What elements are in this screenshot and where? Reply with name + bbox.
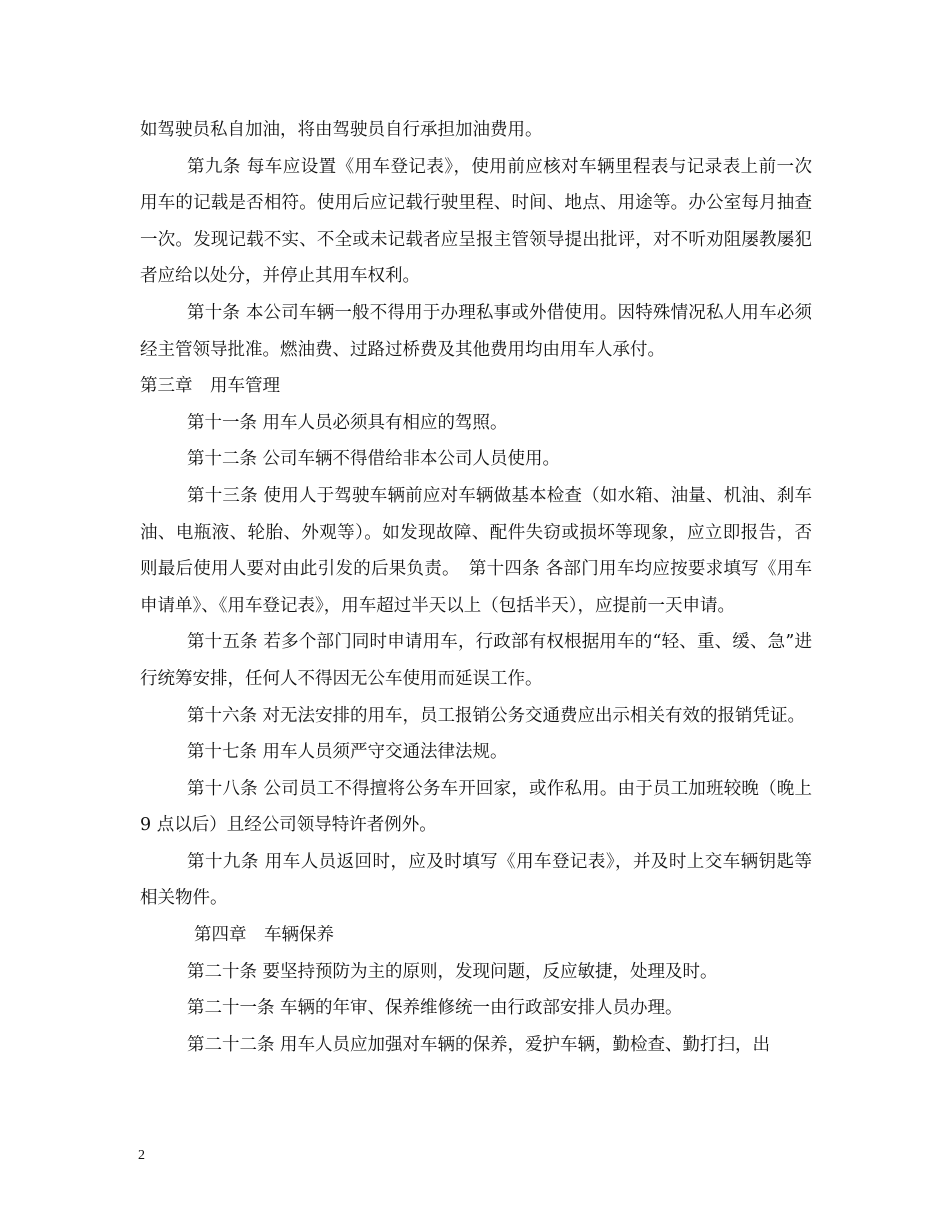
article-9: 第九条 每车应设置《用车登记表》，使用前应核对车辆里程表与记录表上前一次用车的记载是否相符。使用后应记载行驶里程、时间、地点、用途等。办公室每月抽查一次。发现记载不实、不全或未记载者应呈报主管领导提出批评，对不听劝阻屡教屡犯者应给以处分，并停止其用车权利。 bbox=[140, 156, 812, 287]
article-11: 第十一条 用车人员必须具有相应的驾照。 bbox=[187, 412, 508, 433]
article-18: 第十八条 公司员工不得擅将公务车开回家，或作私用。由于员工加班较晚（晚上 9 点以后）且经公司领导特许者例外。 bbox=[140, 778, 812, 836]
article-12: 第十二条 公司车辆不得借给非本公司人员使用。 bbox=[187, 449, 561, 470]
article-21: 第二十一条 车辆的年审、保养维修统一由行政部安排人员办理。 bbox=[187, 998, 683, 1019]
document-body bbox=[140, 112, 812, 1063]
chapter-4-heading: 第四章 车辆保养 bbox=[194, 925, 334, 946]
article-16: 第十六条 对无法安排的用车，员工报销公务交通费应出示相关有效的报销凭证。 bbox=[187, 705, 806, 726]
article-22: 第二十二条 用车人员应加强对车辆的保养，爱护车辆，勤检查、勤打扫，出 bbox=[187, 1034, 771, 1055]
chapter-3-heading: 第三章 用车管理 bbox=[140, 376, 280, 397]
page-number: 2 bbox=[138, 1148, 145, 1163]
article-20: 第二十条 要坚持预防为主的原则，发现问题，反应敏捷，处理及时。 bbox=[187, 961, 718, 982]
article-13-14: 第十三条 使用人于驾驶车辆前应对车辆做基本检查（如水箱、油量、机油、刹车油、电瓶液、轮胎、外观等）。如发现故障、配件失窃或损坏等现象，应立即报告，否则最后使用人要对由此引发的后果负责。 第十四条 各部门用车均应按要求填写《用车申请单》、《用车登记表》，用车超过半天以上（包括半天），应提前一天申请。 bbox=[140, 485, 812, 616]
article-17: 第十七条 用车人员须严守交通法律法规。 bbox=[187, 742, 508, 763]
article-10: 第十条 本公司车辆一般不得用于办理私事或外借使用。因特殊情况私人用车必须经主管领导批准。燃油费、过路过桥费及其他费用均由用车人承付。 bbox=[140, 302, 812, 360]
article-19: 第十九条 用车人员返回时，应及时填写《用车登记表》，并及时上交车辆钥匙等相关物件。 bbox=[140, 851, 812, 909]
paragraph-fuel-continuation: 如驾驶员私自加油，将由驾驶员自行承担加油费用。 bbox=[140, 120, 543, 140]
article-15: 第十五条 若多个部门同时申请用车，行政部有权根据用车的“轻、重、缓、急”进行统筹安排，任何人不得因无公车使用而延误工作。 bbox=[140, 632, 812, 689]
